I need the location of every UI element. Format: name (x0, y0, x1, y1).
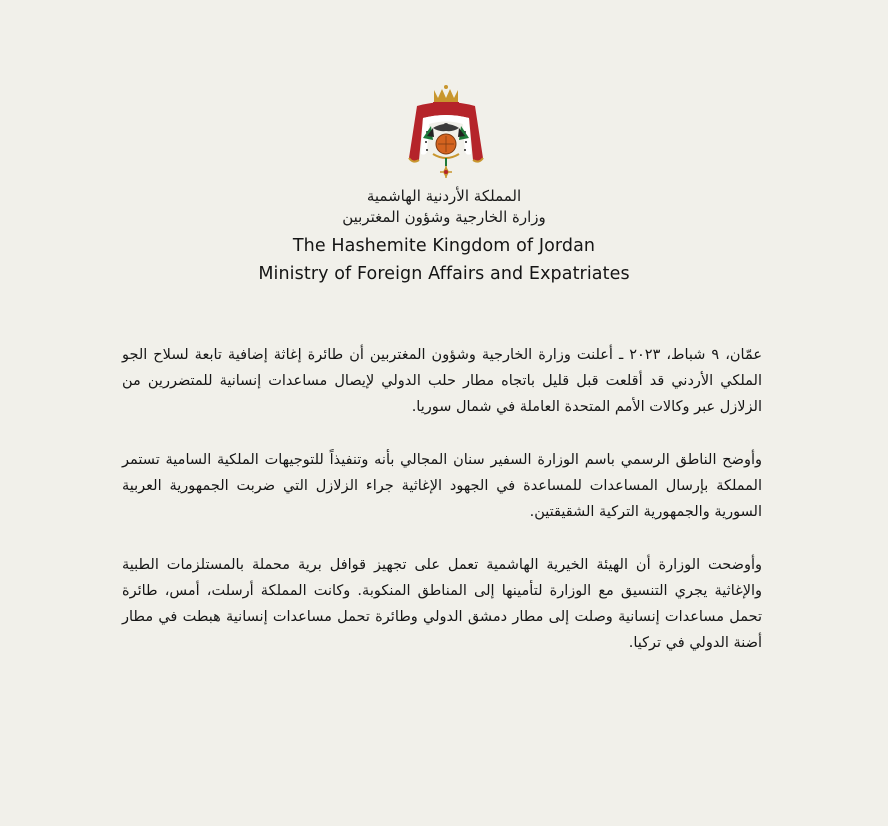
english-ministry-name: Ministry of Foreign Affairs and Expatriates (258, 264, 630, 284)
arabic-country-name: المملكة الأردنية الهاشمية (366, 187, 522, 205)
statement-body (122, 342, 762, 683)
statement-paragraph: عمّان، ٩ شباط، ٢٠٢٣ ـ أعلنت وزارة الخارجية وشؤون المغتربين أن طائرة إغاثة إضافية تابعة لسلاح الجو الملكي الأردني قد أقلعت قبل قليل باتجاه مطار حلب الدولي لإيصال مساعدات إنسانية للمتضررين من الزلازل عبر وكالات الأمم المتحدة العاملة في شمال سوريا. (122, 347, 762, 415)
statement-paragraph: وأوضحت الوزارة أن الهيئة الخيرية الهاشمية تعمل على تجهيز قوافل برية محملة بالمستلزمات الطبية والإغاثية يجري التنسيق مع الوزارة لتأمينها إلى المناطق المنكوبة. وكانت المملكة أرسلت، أمس، طائرة تحمل مساعدات إنسانية وصلت إلى مطار دمشق الدولي وطائرة تحمل مساعدات إنسانية هبطت في مطار أضنة الدولي في تركيا. (122, 557, 762, 651)
arabic-ministry-name: وزارة الخارجية وشؤون المغتربين (342, 208, 546, 226)
letterhead (0, 186, 888, 288)
statement-paragraph: وأوضح الناطق الرسمي باسم الوزارة السفير سنان المجالي بأنه وتنفيذاً للتوجيهات الملكية السامية تستمر المملكة بإرسال المساعدات للمساعدة في الجهود الإغاثية جراء الزلازل التي ضربت الجمهورية العربية السورية والجمهورية التركية الشقيقتين. (122, 452, 762, 520)
english-country-name: The Hashemite Kingdom of Jordan (292, 236, 596, 256)
jordan-coat-of-arms-icon (403, 84, 489, 184)
